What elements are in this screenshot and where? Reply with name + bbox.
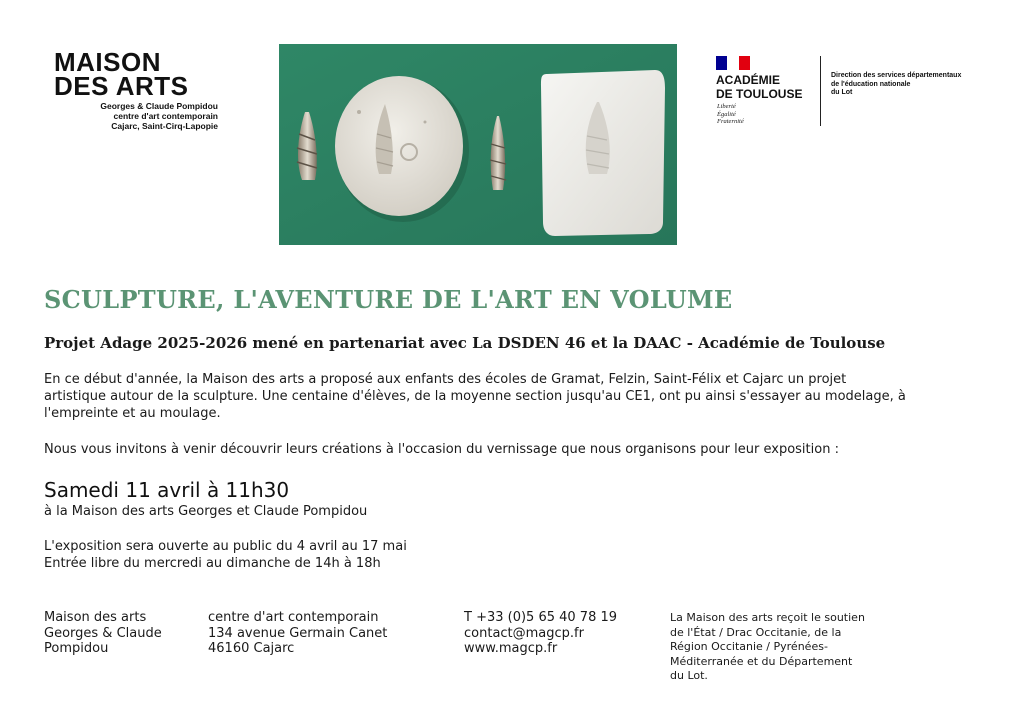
academie-name-line: DE TOULOUSE bbox=[716, 87, 803, 101]
motto-line: Égalité bbox=[717, 110, 736, 118]
sculpture-photo bbox=[279, 44, 677, 245]
sculpture-photo-image bbox=[279, 44, 677, 245]
direction-line: du Lot bbox=[831, 89, 853, 96]
motto-line: Liberté bbox=[717, 103, 736, 110]
logo-sub-line: Cajarc, Saint-Cirq-Lapopie bbox=[111, 121, 218, 131]
footer-contact bbox=[464, 610, 617, 657]
motto-line: Fraternité bbox=[717, 118, 744, 125]
direction-label bbox=[831, 72, 981, 98]
footer-line: La Maison des arts reçoit le soutien bbox=[670, 611, 865, 624]
footer-line: Pompidou bbox=[44, 641, 109, 656]
flag-red bbox=[739, 56, 750, 70]
logo-sub-line: centre d'art contemporain bbox=[113, 111, 218, 121]
republique-flag-icon bbox=[716, 56, 750, 70]
logo-subtitle bbox=[54, 101, 218, 131]
logo-line-1: MAISON bbox=[54, 47, 161, 77]
direction-line: de l'éducation nationale bbox=[831, 80, 911, 88]
flag-white bbox=[727, 56, 738, 70]
project-subtitle: Projet Adage 2025-2026 mené en partenariat avec La DSDEN 46 et la DAAC - Académie de Toulouse bbox=[44, 334, 886, 352]
invitation-paragraph: Nous vous invitons à venir découvrir leurs créations à l'occasion du vernissage que nous organisons pour leur exposition : bbox=[44, 442, 839, 457]
footer-support bbox=[670, 611, 900, 684]
exhibition-line: L'exposition sera ouverte au public du 4 avril au 17 mai bbox=[44, 539, 407, 554]
logo-line-2: DES ARTS bbox=[54, 71, 189, 101]
logo-sub-line: Georges & Claude Pompidou bbox=[100, 101, 218, 111]
intro-line: En ce début d'année, la Maison des arts a proposé aux enfants des écoles de Gramat, Felzin, Saint-Félix et Cajarc un projet bbox=[44, 372, 847, 387]
event-place: à la Maison des arts Georges et Claude Pompidou bbox=[44, 504, 368, 519]
republique-motto bbox=[717, 103, 744, 126]
exhibition-info bbox=[44, 538, 407, 572]
footer-line: de l'État / Drac Occitanie, de la bbox=[670, 625, 842, 639]
intro-line: l'empreinte et au moulage. bbox=[44, 406, 221, 421]
footer-line: Région Occitanie / Pyrénées- bbox=[670, 640, 828, 653]
event-date: Samedi 11 avril à 11h30 bbox=[44, 478, 290, 502]
footer-line: du Lot. bbox=[670, 669, 708, 682]
academie-name bbox=[716, 73, 802, 101]
footer-line: Méditerranée et du Département bbox=[670, 654, 853, 668]
intro-line: artistique autour de la sculpture. Une centaine d'élèves, de la moyenne section jusqu'au CE1, ont pu ainsi s'essayer au modelage, à bbox=[44, 389, 906, 404]
logo-separator bbox=[820, 56, 821, 126]
footer-email: contact@magcp.fr bbox=[464, 625, 584, 641]
footer-name bbox=[44, 610, 162, 657]
maison-des-arts-logo bbox=[54, 47, 229, 131]
intro-paragraph bbox=[44, 371, 994, 422]
footer-line: 46160 Cajarc bbox=[208, 641, 295, 656]
footer-website: www.magcp.fr bbox=[464, 641, 558, 656]
footer-line: centre d'art contemporain bbox=[208, 610, 379, 625]
page-title: SCULPTURE, L'AVENTURE DE L'ART EN VOLUME bbox=[44, 285, 733, 314]
footer-line: 134 avenue Germain Canet bbox=[208, 625, 388, 641]
academie-toulouse-logo bbox=[716, 56, 976, 128]
footer-address bbox=[208, 610, 387, 657]
footer-line: Maison des arts bbox=[44, 610, 147, 625]
footer-phone: T +33 (0)5 65 40 78 19 bbox=[464, 610, 618, 625]
direction-line: Direction des services départementaux bbox=[831, 72, 962, 79]
footer-line: Georges & Claude bbox=[44, 625, 162, 641]
exhibition-line: Entrée libre du mercredi au dimanche de 14h à 18h bbox=[44, 556, 381, 571]
academie-name-line: ACADÉMIE bbox=[716, 73, 781, 87]
flag-blue bbox=[716, 56, 727, 70]
